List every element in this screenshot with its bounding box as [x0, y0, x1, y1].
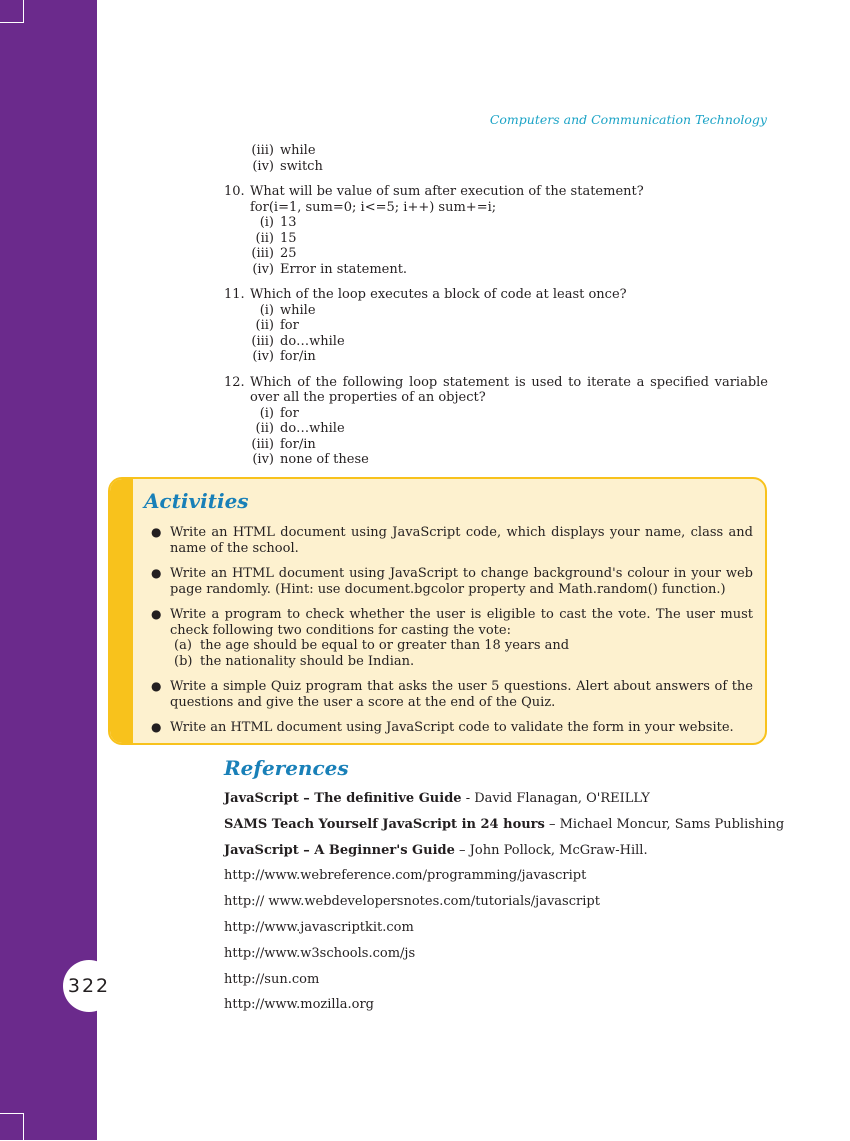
reference-detail: http://sun.com	[224, 971, 320, 987]
reference-detail: http://www.javascriptkit.com	[224, 919, 414, 935]
subitem-label: (b)	[174, 653, 193, 669]
activity-sublist	[170, 638, 753, 669]
activity-text: Write an HTML document using JavaScript code to validate the form in your website.	[170, 720, 734, 735]
reference-detail: – John Pollock, McGraw-Hill.	[454, 842, 648, 858]
option-text: while	[280, 143, 316, 158]
option-item	[250, 334, 768, 350]
option-item	[250, 421, 768, 437]
question-block	[224, 287, 768, 365]
option-item	[250, 437, 768, 453]
references-title: References	[224, 756, 349, 780]
activities-list	[145, 525, 753, 745]
reference-title: SAMS Teach Yourself JavaScript in 24 hours	[224, 816, 545, 832]
option-text: switch	[280, 158, 323, 174]
option-number: (iv)	[252, 452, 274, 467]
option-item	[250, 406, 768, 422]
reference-item	[224, 971, 784, 997]
activity-text: Write a program to check whether the user is eligible to cast the vote. The user must check following two conditions for casting the vote:	[170, 607, 753, 638]
bullet-icon: ●	[151, 607, 162, 621]
option-number: (iii)	[251, 143, 274, 158]
activity-text: Write an HTML document using JavaScript to change background's colour in your web page randomly. (Hint: use document.bgcolor property and Math.random() function.)	[170, 566, 753, 597]
page-number: 322	[63, 960, 115, 1012]
question-stem	[224, 375, 768, 406]
option-text: for	[280, 405, 299, 421]
reference-item	[224, 893, 784, 919]
activity-item	[145, 679, 753, 710]
option-number: (iv)	[252, 261, 274, 277]
reference-detail: http:// www.webdevelopersnotes.com/tutorials/javascript	[224, 894, 600, 910]
question-stem	[224, 287, 768, 303]
option-item	[250, 143, 768, 159]
question-number: 10.	[224, 184, 245, 199]
reference-title: JavaScript – The definitive Guide	[224, 791, 462, 806]
question-number: 11.	[224, 287, 245, 302]
question-text: What will be value of sum after execution of the statement?	[250, 184, 644, 199]
option-text: for/in	[280, 436, 316, 452]
activities-stripe	[110, 479, 133, 743]
option-number: (i)	[259, 302, 274, 318]
activity-item	[145, 525, 753, 556]
reference-item	[224, 842, 784, 868]
reference-title: JavaScript – A Beginner's Guide	[224, 842, 455, 858]
reference-detail: http://www.w3schools.com/js	[224, 945, 416, 961]
question-block	[224, 184, 768, 277]
option-text: Error in statement.	[280, 261, 408, 277]
crop-mark-bottom	[0, 1113, 24, 1141]
question-code: for(i=1, sum=0; i<=5; i++) sum+=i;	[250, 199, 497, 215]
previous-question-options	[250, 143, 768, 174]
option-text: 13	[280, 215, 297, 230]
subitem-label: (a)	[174, 638, 192, 653]
option-item	[250, 231, 768, 247]
activity-item	[145, 566, 753, 597]
option-text: while	[280, 302, 316, 318]
bullet-icon: ●	[151, 679, 162, 693]
activity-body	[170, 679, 753, 710]
bullet-icon: ●	[151, 720, 162, 734]
option-text: 25	[280, 246, 297, 261]
option-number: (iii)	[251, 246, 274, 261]
reference-detail: - David Flanagan, O'REILLY	[461, 791, 650, 806]
option-item	[250, 452, 768, 468]
reference-item	[224, 996, 784, 1022]
question-options	[250, 406, 768, 468]
option-number: (i)	[259, 405, 274, 421]
reference-detail: – Michael Moncur, Sams Publishing	[544, 816, 785, 832]
crop-mark-top	[0, 0, 24, 23]
activity-text: Write an HTML document using JavaScript code, which displays your name, class and name of the school.	[170, 525, 753, 556]
option-number: (ii)	[255, 421, 274, 436]
reference-item	[224, 945, 784, 971]
activity-body	[170, 566, 753, 597]
option-number: (ii)	[255, 318, 274, 333]
question-text: Which of the loop executes a block of code at least once?	[250, 287, 627, 302]
option-number: (iii)	[251, 436, 274, 452]
option-item	[250, 303, 768, 319]
activity-subitem	[174, 638, 753, 654]
subitem-text: the age should be equal to or greater than 18 years and	[200, 638, 570, 653]
question-options	[250, 215, 768, 277]
activity-body	[170, 607, 753, 669]
question-body	[250, 375, 768, 406]
question-list	[224, 184, 768, 468]
activities-title: Activities	[144, 489, 249, 513]
option-number: (i)	[259, 215, 274, 230]
option-text: 15	[280, 230, 297, 246]
activities-box	[108, 477, 767, 745]
bullet-icon: ●	[151, 525, 162, 539]
reference-item	[224, 790, 784, 816]
references-list	[224, 790, 784, 1022]
option-item	[250, 159, 768, 175]
reference-item	[224, 816, 784, 842]
option-number: (iii)	[251, 333, 274, 349]
reference-item	[224, 867, 784, 893]
activity-subitem	[174, 654, 753, 670]
question-body	[250, 184, 768, 215]
option-item	[250, 318, 768, 334]
activity-body	[170, 720, 753, 736]
option-item	[250, 349, 768, 365]
running-head: Computers and Communication Technology	[489, 112, 767, 127]
question-stem	[224, 184, 768, 215]
option-text: for/in	[280, 349, 316, 364]
activity-text: Write a simple Quiz program that asks the user 5 questions. Alert about answers of the questions and give the user a score at the end of the Quiz.	[170, 679, 753, 710]
option-item	[250, 262, 768, 278]
question-options	[250, 303, 768, 365]
question-body	[250, 287, 768, 303]
option-text: do…while	[280, 421, 345, 436]
subitem-text: the nationality should be Indian.	[200, 653, 415, 669]
activity-item	[145, 720, 753, 736]
option-number: (ii)	[255, 230, 274, 246]
reference-detail: http://www.mozilla.org	[224, 997, 374, 1013]
option-number: (iv)	[252, 349, 274, 364]
bullet-icon: ●	[151, 566, 162, 580]
option-item	[250, 246, 768, 262]
option-number: (iv)	[252, 158, 274, 174]
question-block	[224, 375, 768, 468]
activity-item	[145, 607, 753, 669]
question-number: 12.	[224, 374, 245, 390]
option-item	[250, 215, 768, 231]
reference-item	[224, 919, 784, 945]
questions-section	[224, 143, 768, 468]
option-text: for	[280, 318, 299, 333]
reference-detail: http://www.webreference.com/programming/javascript	[224, 868, 587, 884]
option-text: do…while	[280, 333, 345, 349]
option-text: none of these	[280, 452, 369, 467]
activity-body	[170, 525, 753, 556]
question-text: Which of the following loop statement is used to iterate a specified variable over all the properties of an object?	[250, 374, 768, 405]
